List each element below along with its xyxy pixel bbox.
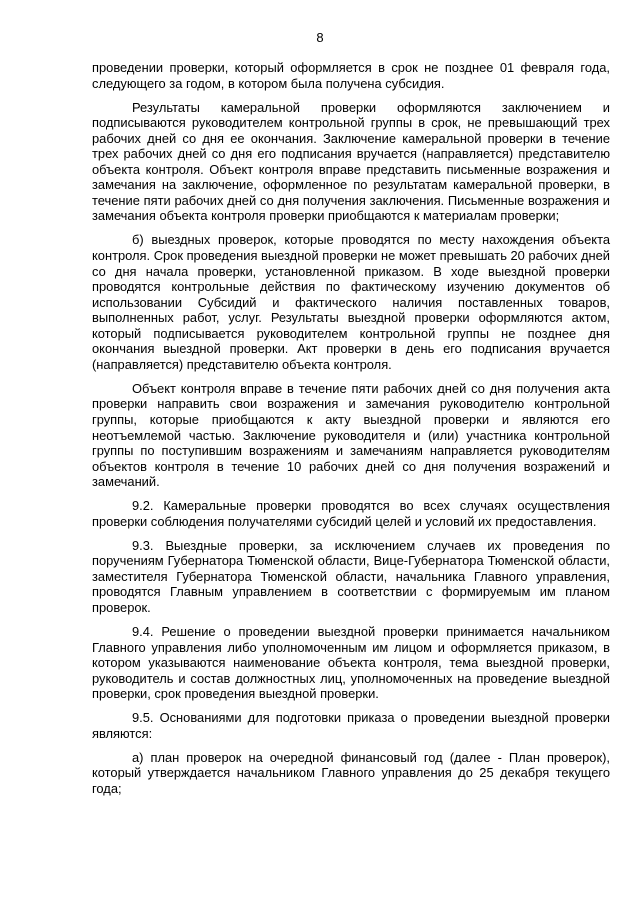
- page-number: 8: [316, 30, 324, 45]
- paragraph-9-5: 9.5. Основаниями для подготовки приказа о проведении выездной проверки являются:: [92, 710, 610, 741]
- paragraph-desk-audit-results: Результаты камеральной проверки оформляются заключением и подписываются руководителем контрольной группы в срок, не превышающий трех рабочих дней со дня ее окончания. Заключение камеральной проверки в течение трех рабочих дней со дня его подписания вручается (направляется) представителю объекта контроля. Объект контроля вправе представить письменные возражения и замечания на заключение, оформленное по результатам камеральной проверки, в течение пяти рабочих дней со дня получения заключения. Письменные возражения и замечания объекта контроля проверки приобщаются к материалам проверки;: [92, 99, 610, 224]
- paragraph-9-4: 9.4. Решение о проведении выездной проверки принимается начальником Главного управления либо уполномоченным им лицом и оформляется приказом, в котором указываются наименование объекта контроля, тема выездной проверки, руководитель и состав должностных лиц, уполномоченных на проведение выездной проверки, срок проведения выездной проверки.: [92, 624, 610, 702]
- paragraph-objections: Объект контроля вправе в течение пяти рабочих дней со дня получения акта проверки направить свои возражения и замечания руководителю контрольной группы, которые приобщаются к акту выездной проверки и являются его неотъемлемой частью. Заключение руководителя и (или) участника контрольной группы по поступившим возражениям и замечаниям направляется руководителям объектов контроля в течение 10 рабочих дней со дня получения возражений и замечаний.: [92, 380, 610, 490]
- paragraph-continuation: проведении проверки, который оформляется в срок не позднее 01 февраля года, следующего за годом, в котором была получена субсидия.: [92, 60, 610, 91]
- document-body: [92, 60, 610, 805]
- paragraph-field-audits: б) выездных проверок, которые проводятся по месту нахождения объекта контроля. Срок проведения выездной проверки не может превышать 20 рабочих дней со дня начала проверки, установленной приказом. В ходе выездной проверки проводятся контрольные действия по фактическому изучению документов об использовании Субсидий и фактического наличия поставленных товаров, выполненных работ, услуг. Результаты выездной проверки оформляются актом, который подписывается руководителем контрольной группы не позднее дня окончания выездной проверки. Акт проверки в день его подписания вручается (направляется) представителю объекта контроля.: [92, 232, 610, 372]
- paragraph-9-2: 9.2. Камеральные проверки проводятся во всех случаях осуществления проверки соблюдения получателями субсидий целей и условий их предоставления.: [92, 498, 610, 529]
- paragraph-9-3: 9.3. Выездные проверки, за исключением случаев их проведения по поручениям Губернатора Тюменской области, Вице-Губернатора Тюменской области, заместителя Губернатора Тюменской области, начальника Главного управления, проводятся Главным управлением в соответствии с формируемым им планом проверок.: [92, 537, 610, 615]
- paragraph-9-5-a: а) план проверок на очередной финансовый год (далее - План проверок), который утверждается начальником Главного управления до 25 декабря текущего года;: [92, 749, 610, 796]
